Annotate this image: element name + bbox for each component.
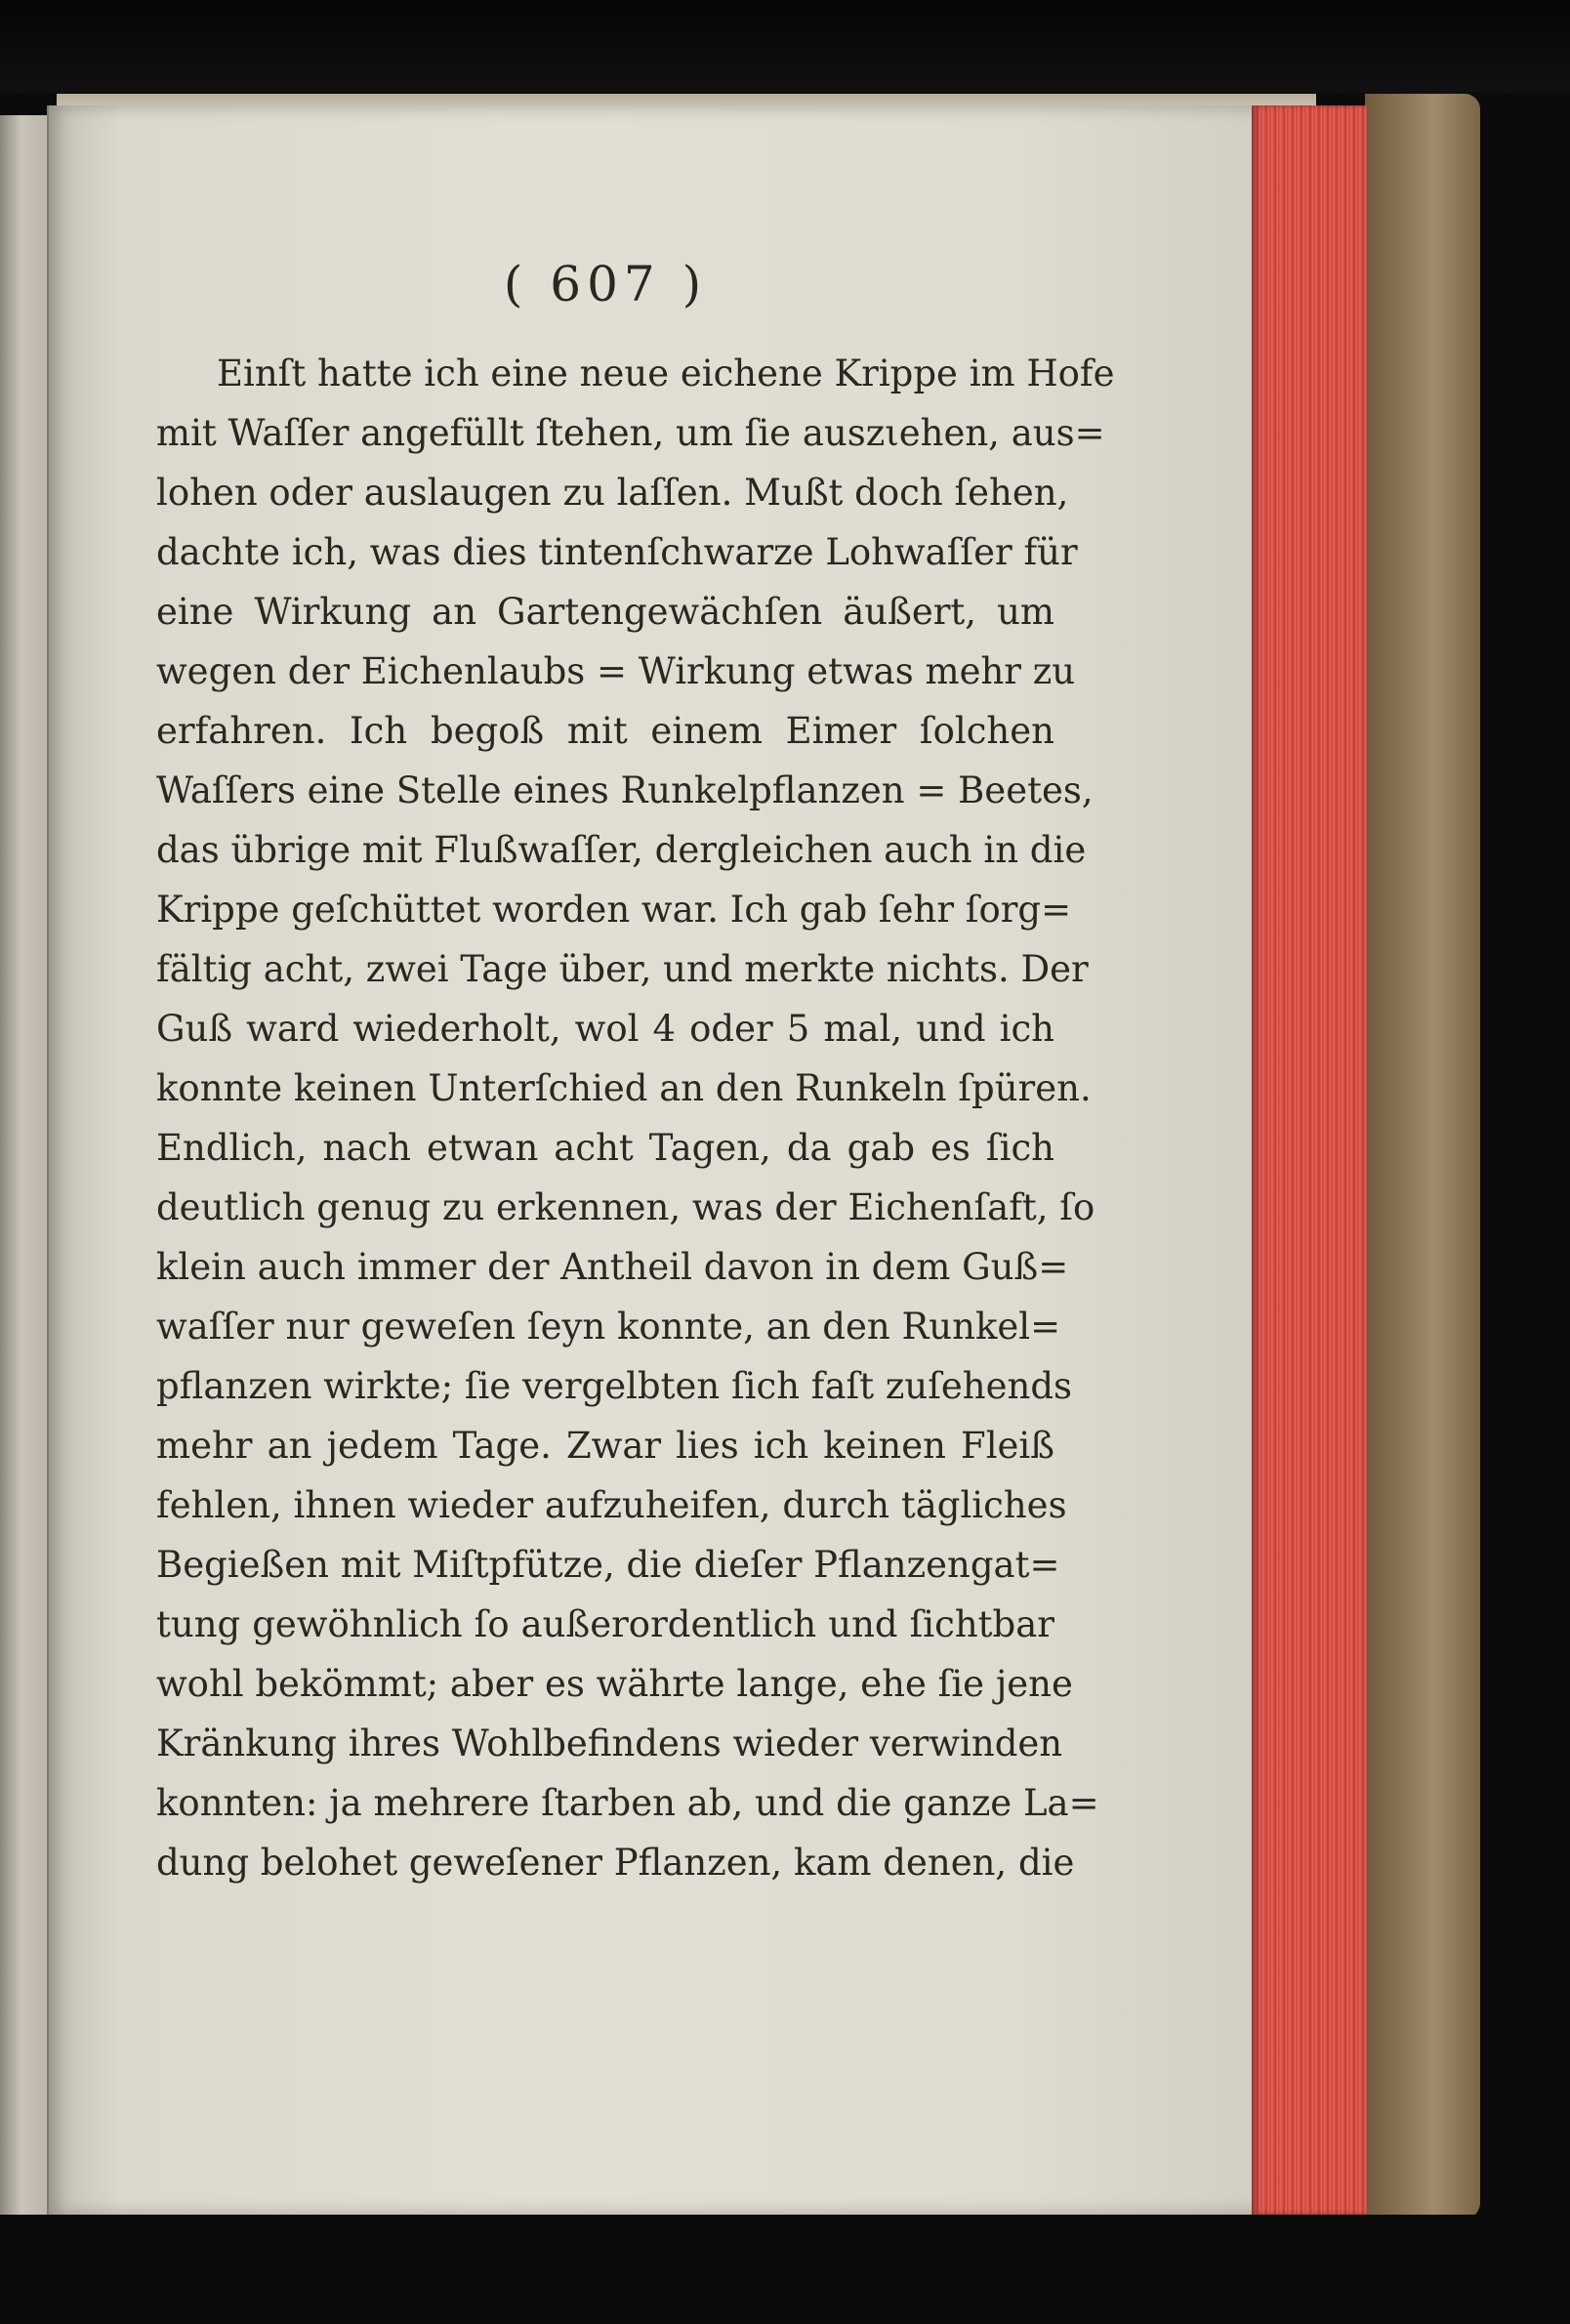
- text-line: wegen der Eichenlaubs = Wirkung etwas mehr zu: [156, 650, 1076, 692]
- text-line: fältig acht, zwei Tage über, und merkte nichts. Der: [156, 948, 1089, 990]
- text-line: waſſer nur geweſen ſeyn konnte, an den Runkel=: [156, 1306, 1061, 1348]
- left-page-edge: [0, 115, 47, 2215]
- text-line: erfahren. Ich begoß mit einem Eimer ſolchen: [156, 710, 1054, 752]
- text-line: Einſt hatte ich eine neue eichene Krippe im Hofe: [217, 353, 1115, 394]
- text-line: mit Waſſer angefüllt ſtehen, um ſie auszιehen, aus=: [156, 412, 1105, 454]
- background-bottom: [0, 2215, 1570, 2324]
- text-line: eine Wirkung an Gartengewächſen äußert, um: [156, 591, 1054, 633]
- text-line: klein auch immer der Antheil davon in dem Guß=: [156, 1246, 1069, 1288]
- text-line: Guß ward wiederholt, wol 4 oder 5 mal, und ich: [156, 1008, 1054, 1050]
- text-line: deutlich genug zu erkennen, was der Eichenſaft, ſo: [156, 1186, 1095, 1228]
- text-line: das übrige mit Flußwaſſer, dergleichen auch in die: [156, 829, 1087, 871]
- red-page-edges: [1252, 105, 1367, 2215]
- text-line: dachte ich, was dies tintenſchwarze Lohwaſſer für: [156, 531, 1078, 573]
- book-cover: [1365, 94, 1480, 2219]
- text-line: fehlen, ihnen wieder aufzuheifen, durch tägliches: [156, 1484, 1067, 1526]
- body-text: [156, 344, 1115, 1892]
- text-line: Begießen mit Miſtpfütze, die dieſer Pflanzengat=: [156, 1544, 1060, 1586]
- text-line: mehr an jedem Tage. Zwar lies ich keinen Fleiß: [156, 1425, 1054, 1467]
- page-number: ( 607 ): [503, 256, 708, 312]
- text-line: konnten: ja mehrere ſtarben ab, und die ganze La=: [156, 1782, 1099, 1824]
- text-line: tung gewöhnlich ſo außerordentlich und ſichtbar: [156, 1603, 1054, 1645]
- text-line: Kränkung ihres Wohlbefindens wieder verwinden: [156, 1722, 1063, 1764]
- text-line: lohen oder auslaugen zu laſſen. Mußt doch ſehen,: [156, 472, 1069, 514]
- text-line: pflanzen wirkte; ſie vergelbten ſich faſt zuſehends: [156, 1365, 1073, 1407]
- text-line: Endlich, nach etwan acht Tagen, da gab es ſich: [156, 1127, 1054, 1169]
- background-top: [0, 0, 1570, 93]
- text-line: dung belohet geweſener Pflanzen, kam denen, die: [156, 1842, 1075, 1884]
- text-line: konnte keinen Unterſchied an den Runkeln ſpüren.: [156, 1067, 1092, 1109]
- text-line: Krippe geſchüttet worden war. Ich gab ſehr ſorg=: [156, 889, 1072, 931]
- text-line: wohl bekömmt; aber es währte lange, ehe ſie jene: [156, 1663, 1073, 1705]
- text-line: Waſſers eine Stelle eines Runkelpflanzen = Beetes,: [156, 769, 1094, 811]
